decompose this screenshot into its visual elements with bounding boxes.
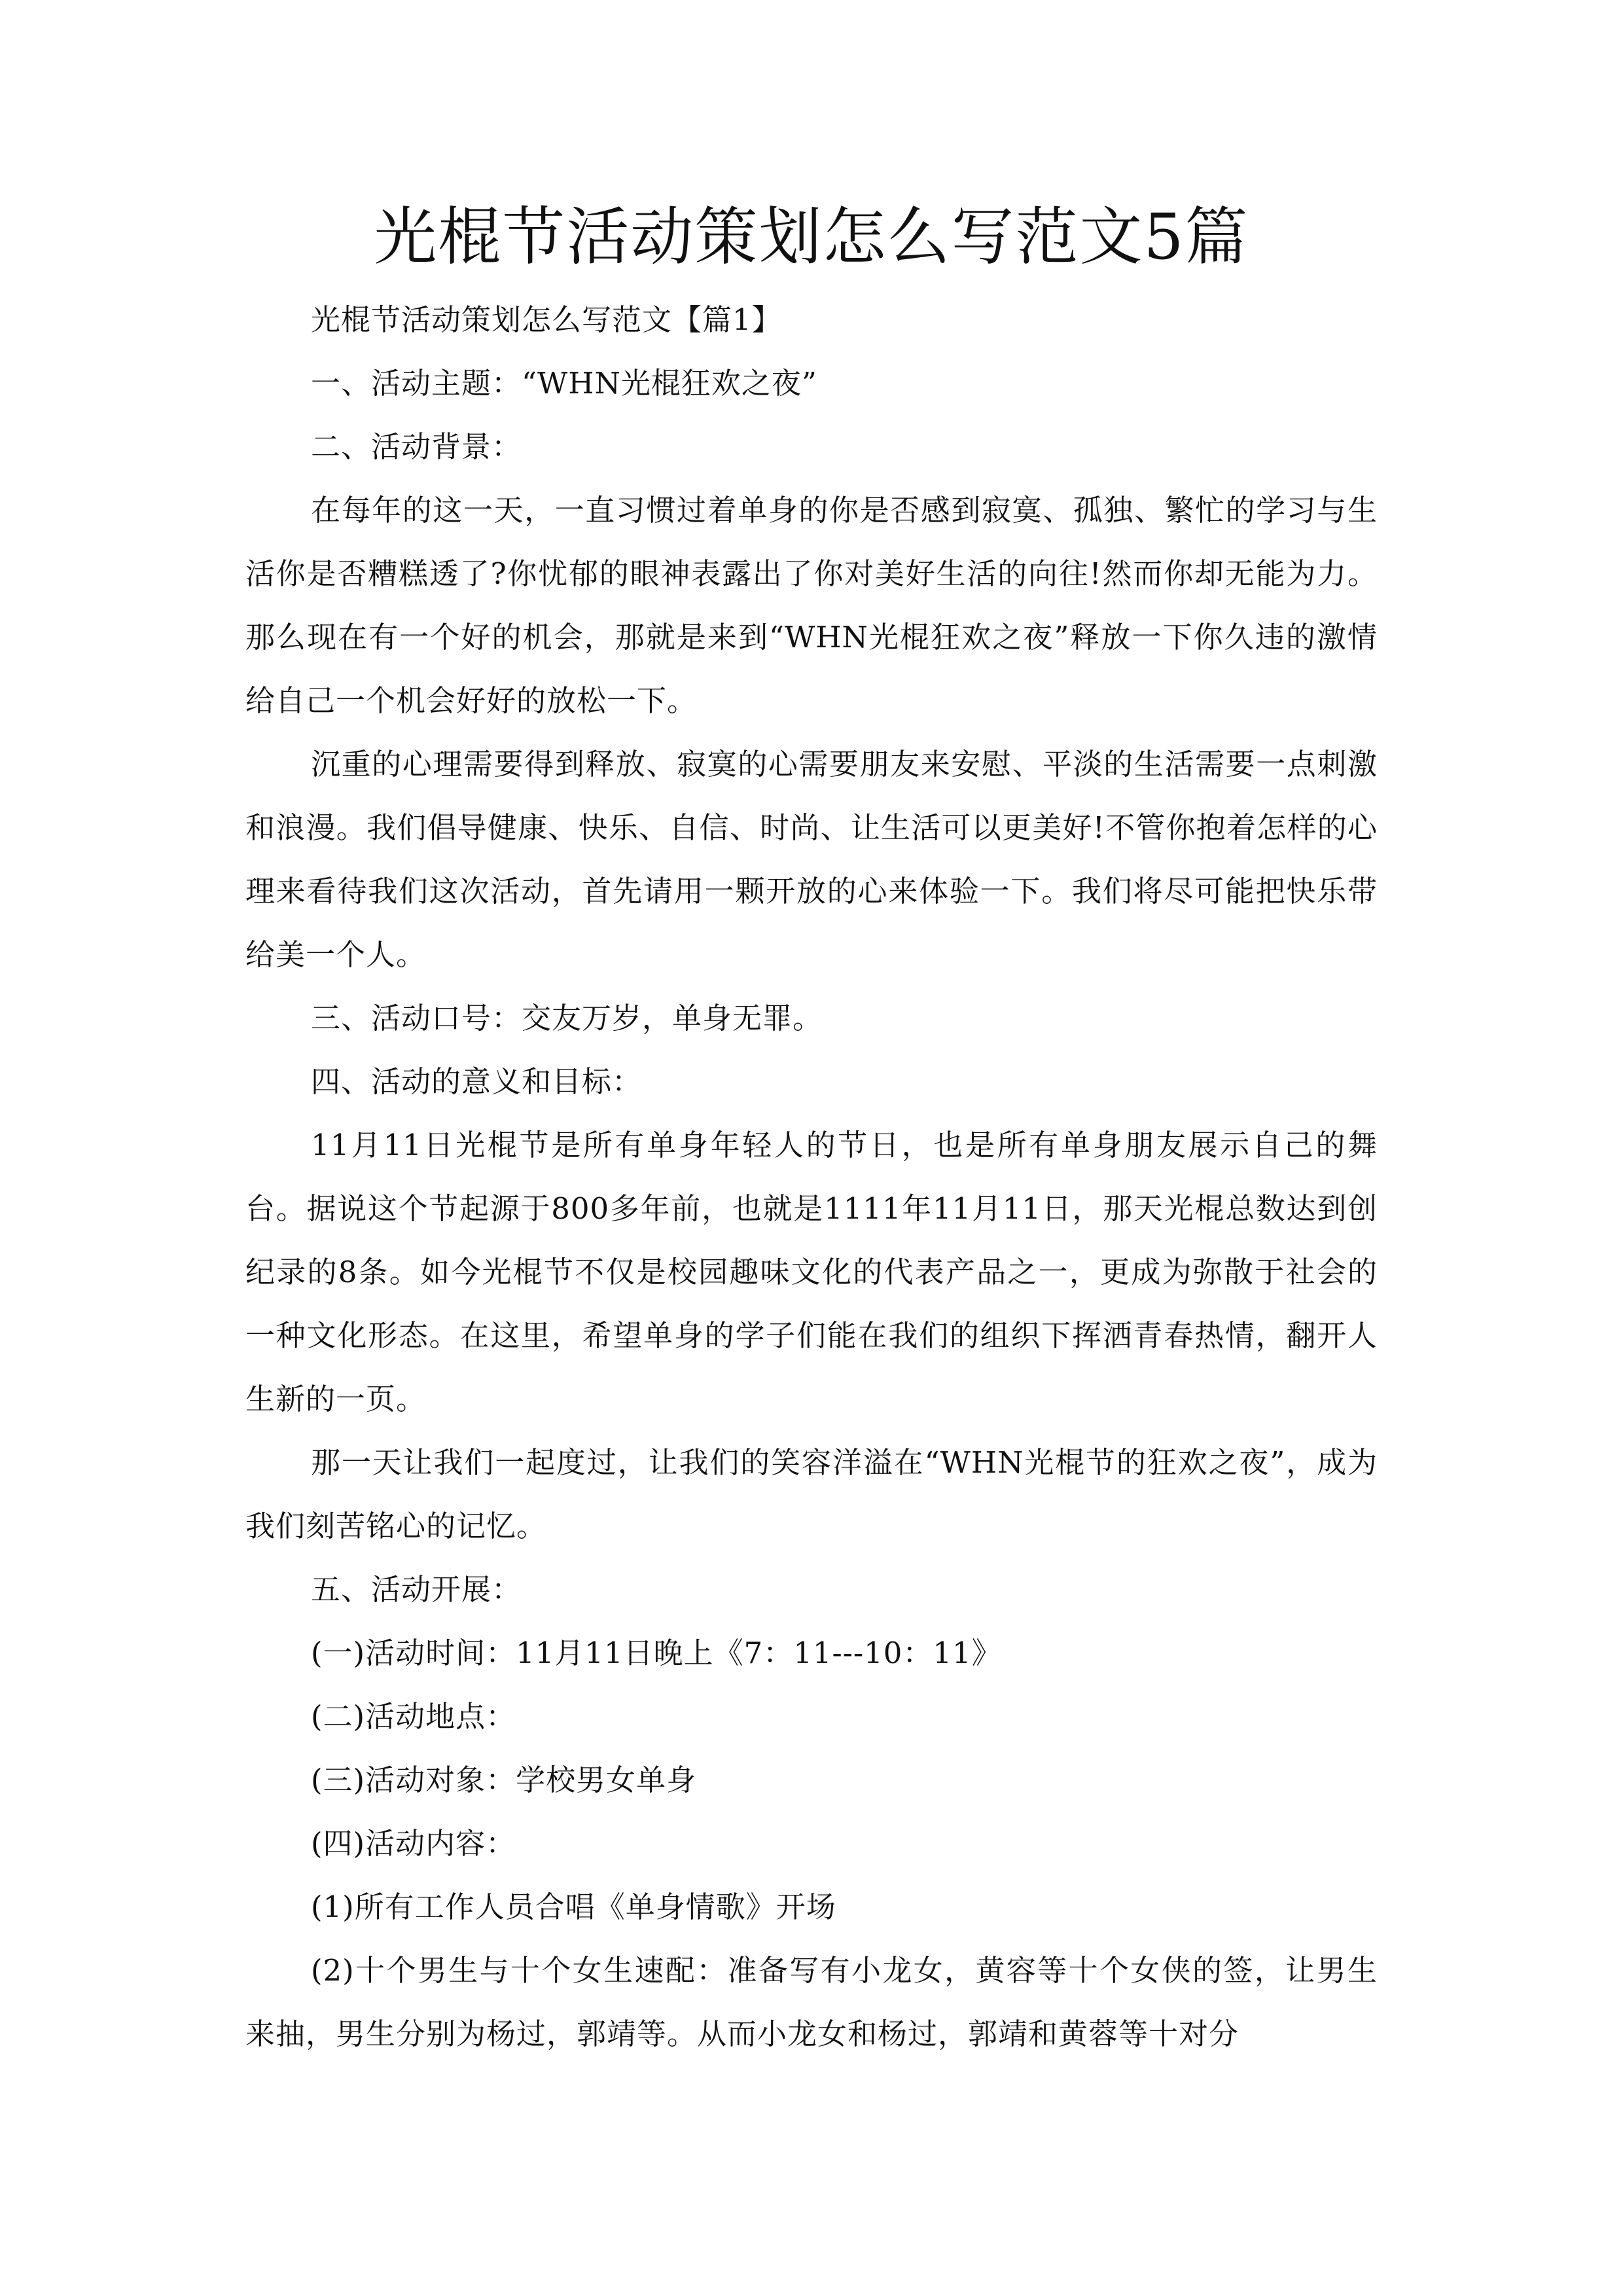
content-item-2: (2)十个男生与十个女生速配：准备写有小龙女，黄容等十个女侠的签，让男生来抽，男生分别为杨过，郭靖等。从而小龙女和杨过，郭靖和黄蓉等十对分 <box>245 1953 1378 2051</box>
activity-slogan: 三、活动口号：交友万岁，单身无罪。 <box>311 1001 823 1035</box>
activity-target: (三)活动对象：学校男女单身 <box>311 1763 697 1797</box>
activity-content-heading: (四)活动内容： <box>311 1826 516 1861</box>
background-paragraph-1: 在每年的这一天，一直习惯过着单身的你是否感到寂寞、孤独、繁忙的学习与生活你是否糟糕透了?你忧郁的眼神表露出了你对美好生活的向往!然而你却无能为力。那么现在有一个好的机会，那就是来到“WHN光棍狂欢之夜”释放一下你久违的激情给自己一个机会好好的放松一下。 <box>245 493 1378 718</box>
activity-development-heading: 五、活动开展： <box>311 1572 522 1607</box>
significance-paragraph-2: 那一天让我们一起度过，让我们的笑容洋溢在“WHN光棍节的狂欢之夜”，成为我们刻苦铭心的记忆。 <box>245 1445 1378 1543</box>
document-body <box>245 288 1378 2066</box>
document-title: 光棍节活动策划怎么写范文5篇 <box>374 200 1249 274</box>
background-paragraph-2: 沉重的心理需要得到释放、寂寞的心需要朋友来安慰、平淡的生活需要一点刺激和浪漫。我们倡导健康、快乐、自信、时尚、让生活可以更美好!不管你抱着怎样的心理来看待我们这次活动，首先请用一颗开放的心来体验一下。我们将尽可能把快乐带给美一个人。 <box>245 747 1378 972</box>
activity-location: (二)活动地点： <box>311 1699 516 1734</box>
activity-theme: 一、活动主题：“WHN光棍狂欢之夜” <box>311 366 817 401</box>
significance-heading: 四、活动的意义和目标： <box>311 1064 643 1099</box>
activity-time: (一)活动时间：11月11日晚上《7：11---10：11》 <box>311 1636 1002 1670</box>
content-item-1: (1)所有工作人员合唱《单身情歌》开场 <box>311 1890 836 1924</box>
significance-paragraph-1: 11月11日光棍节是所有单身年轻人的节日，也是所有单身朋友展示自己的舞台。据说这个节起源于800多年前，也就是1111年11月11日，那天光棍总数达到创纪录的8条。如今光棍节不仅是校园趣味文化的代表产品之一，更成为弥散于社会的一种文化形态。在这里，希望单身的学子们能在我们的组织下挥洒青春热情，翻开人生新的一页。 <box>245 1128 1378 1416</box>
activity-background-heading: 二、活动背景： <box>311 429 522 464</box>
section-heading-1: 光棍节活动策划怎么写范文【篇1】 <box>311 302 782 337</box>
